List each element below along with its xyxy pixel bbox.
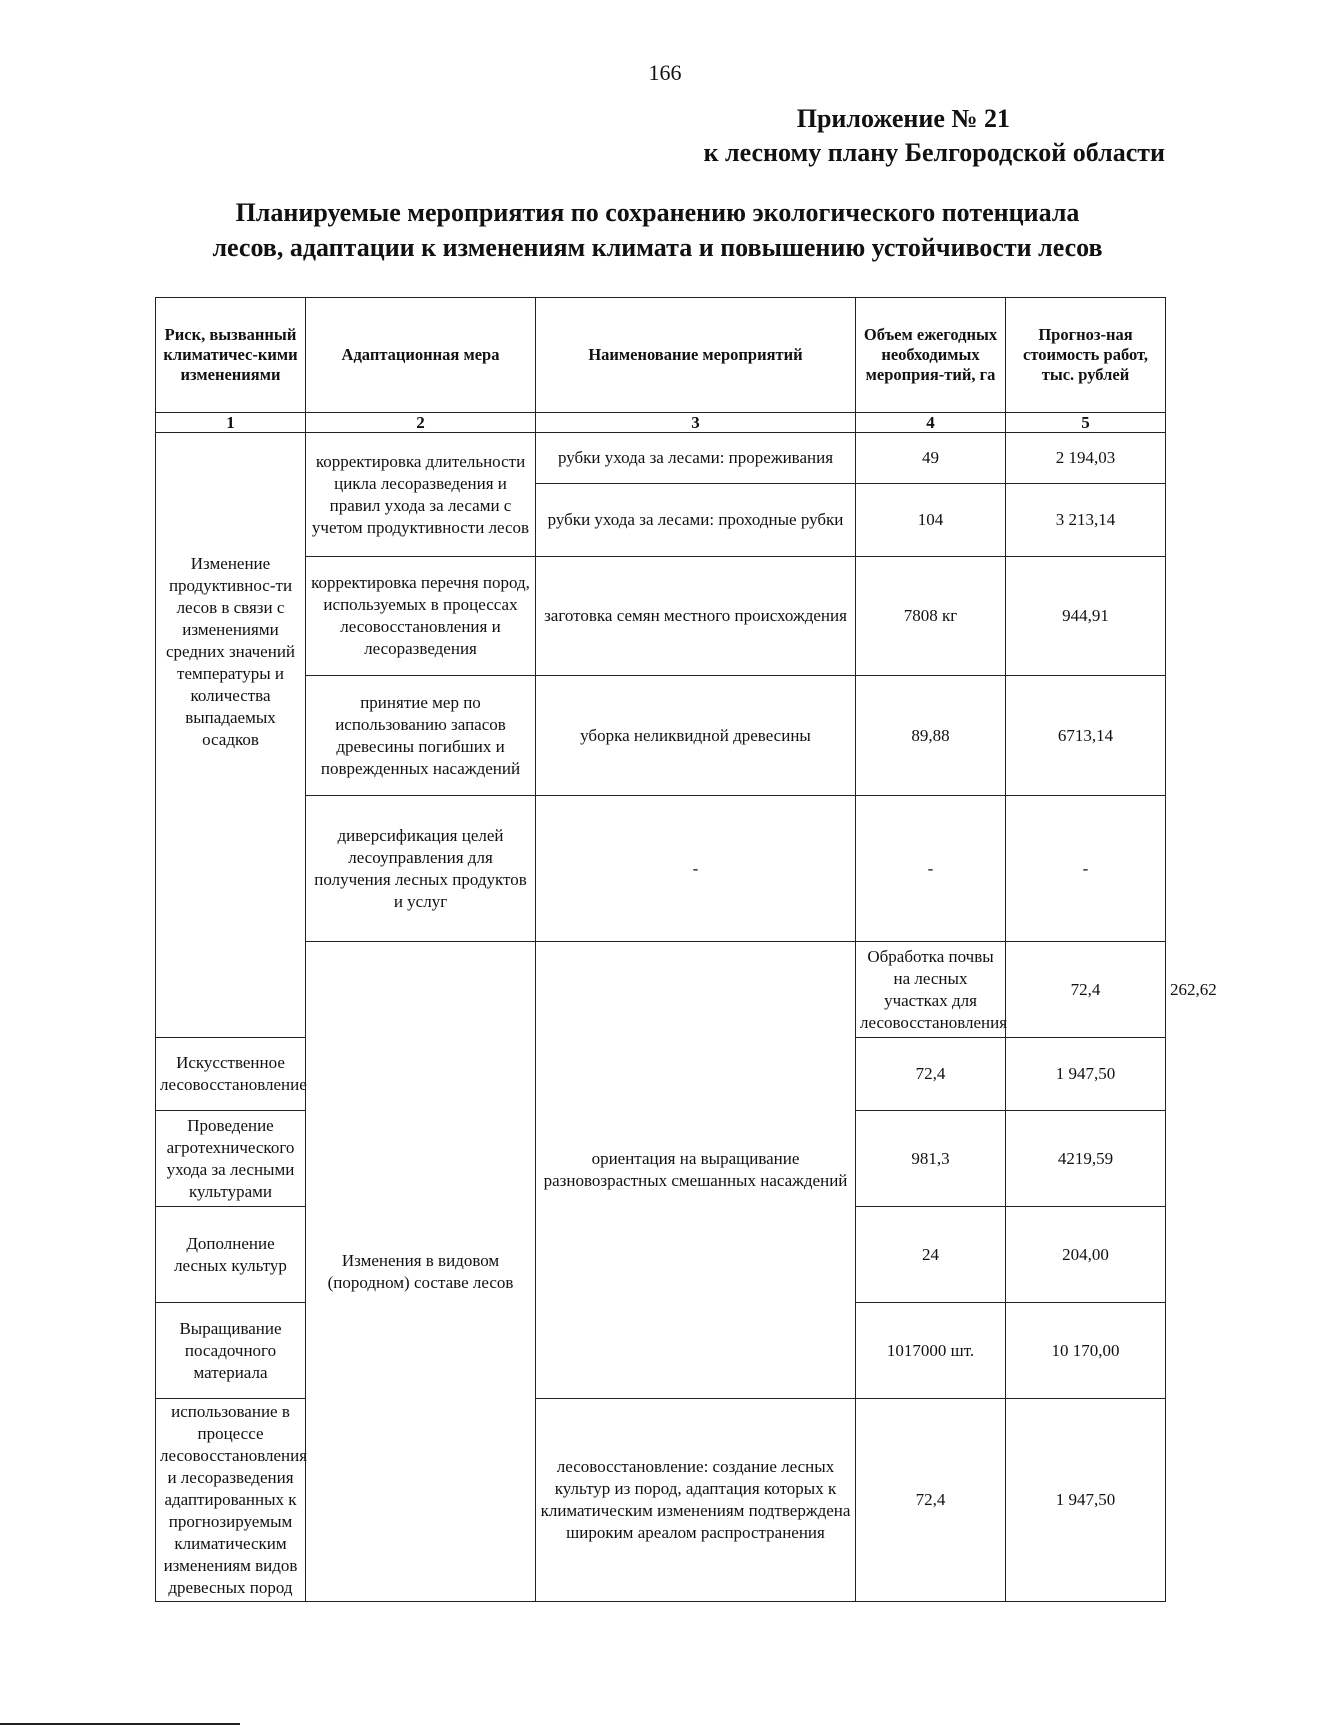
column-number: 3: [536, 413, 856, 433]
header-forecast-cost: Прогноз-ная стоимость работ, тыс. рублей: [1006, 298, 1166, 413]
table-row: [156, 796, 1166, 942]
table-row: [156, 676, 1166, 796]
volume-cell: -: [856, 796, 1006, 942]
column-number-row: [156, 413, 1166, 433]
measure-cell: диверсификация целей лесоуправления для получения лесных продуктов и услуг: [306, 796, 536, 942]
activity-cell: лесовосстановление: создание лесных культур из пород, адаптация которых к климатическим изменениям подтверждена широким ареалом распространения: [536, 1399, 856, 1602]
activity-cell: Дополнение лесных культур: [156, 1207, 306, 1303]
risk-text: Изменение продуктивнос-ти лесов в связи с изменениями средних значений температуры и количества выпадаемых осадков: [165, 554, 296, 749]
volume-cell: 24: [856, 1207, 1006, 1303]
volume-cell: 104: [856, 484, 1006, 557]
activity-cell: Выращивание посадочного материала: [156, 1303, 306, 1399]
activity-cell: заготовка семян местного происхождения: [536, 557, 856, 676]
activity-cell: рубки ухода за лесами: прореживания: [536, 433, 856, 484]
volume-cell: 72,4: [856, 1399, 1006, 1602]
cost-cell: 4219,59: [1006, 1111, 1166, 1207]
activity-cell: уборка неликвидной древесины: [536, 676, 856, 796]
column-number: 1: [156, 413, 306, 433]
table-header-row: [156, 298, 1166, 413]
header-activity-name: Наименование мероприятий: [536, 298, 856, 413]
measure-cell: использование в процессе лесовосстановления и лесоразведения адаптированных к прогнозируемым климатическим изменениям видов древесных пород: [156, 1399, 306, 1602]
cost-cell: 3 213,14: [1006, 484, 1166, 557]
cost-cell: 1 947,50: [1006, 1038, 1166, 1111]
volume-cell: 1017000 шт.: [856, 1303, 1006, 1399]
cost-cell: 204,00: [1006, 1207, 1166, 1303]
column-number: 4: [856, 413, 1006, 433]
cost-cell: 10 170,00: [1006, 1303, 1166, 1399]
column-number: 2: [306, 413, 536, 433]
risk-cell: [156, 433, 306, 1038]
appendix-number: Приложение № 21: [796, 104, 1010, 133]
cost-cell: 6713,14: [1006, 676, 1166, 796]
document-title-line-1: Планируемые мероприятия по сохранению экологического потенциала: [235, 198, 1080, 227]
activity-cell: Искусственное лесовосстановление: [156, 1038, 306, 1111]
header-annual-volume: Объем ежегодных необходимых мероприя-тий, га: [856, 298, 1006, 413]
measure-cell: принятие мер по использованию запасов древесины погибших и поврежденных насаждений: [306, 676, 536, 796]
measure-cell: корректировка перечня пород, используемых в процессах лесовосстановления и лесоразведения: [306, 557, 536, 676]
header-risk: Риск, вызванный климатичес-кими изменениями: [156, 298, 306, 413]
measure-cell: корректировка длительности цикла лесоразведения и правил ухода за лесами с учетом продуктивности лесов: [306, 433, 536, 557]
volume-cell: 72,4: [856, 1038, 1006, 1111]
column-number: 5: [1006, 413, 1166, 433]
activity-cell: -: [536, 796, 856, 942]
appendix-heading: [704, 102, 1165, 170]
volume-cell: 981,3: [856, 1111, 1006, 1207]
volume-cell: 89,88: [856, 676, 1006, 796]
table-row: [156, 433, 1166, 484]
cost-cell: 944,91: [1006, 557, 1166, 676]
volume-cell: 72,4: [1006, 942, 1166, 1038]
table-row: [156, 557, 1166, 676]
activity-cell: рубки ухода за лесами: проходные рубки: [536, 484, 856, 557]
volume-cell: 7808 кг: [856, 557, 1006, 676]
activity-cell: Обработка почвы на лесных участках для лесовосстановления: [856, 942, 1006, 1038]
cost-cell: -: [1006, 796, 1166, 942]
document-title-line-2: лесов, адаптации к изменениям климата и повышению устойчивости лесов: [212, 233, 1103, 262]
cost-cell: 1 947,50: [1006, 1399, 1166, 1602]
header-adaptation-measure: Адаптационная мера: [306, 298, 536, 413]
measures-table: [155, 297, 1217, 1602]
volume-cell: 49: [856, 433, 1006, 484]
risk-cell: Изменения в видовом (породном) составе лесов: [306, 942, 536, 1602]
measure-cell: ориентация на выращивание разновозрастных смешанных насаждений: [536, 942, 856, 1399]
table-row: Изменения в видовом (породном) составе лесов ориентация на выращивание разновозрастных смешанных насаждений Обработка почвы на лесных участках для лесовосстановления 72,4 262,62: [156, 942, 1166, 1038]
cost-cell: 2 194,03: [1006, 433, 1166, 484]
page-number: 166: [648, 60, 682, 85]
scan-edge-mark: [0, 1723, 240, 1725]
activity-cell: Проведение агротехнического ухода за лесными культурами: [156, 1111, 306, 1207]
appendix-subtitle: к лесному плану Белгородской области: [703, 138, 1165, 167]
document-title: [150, 195, 1165, 265]
